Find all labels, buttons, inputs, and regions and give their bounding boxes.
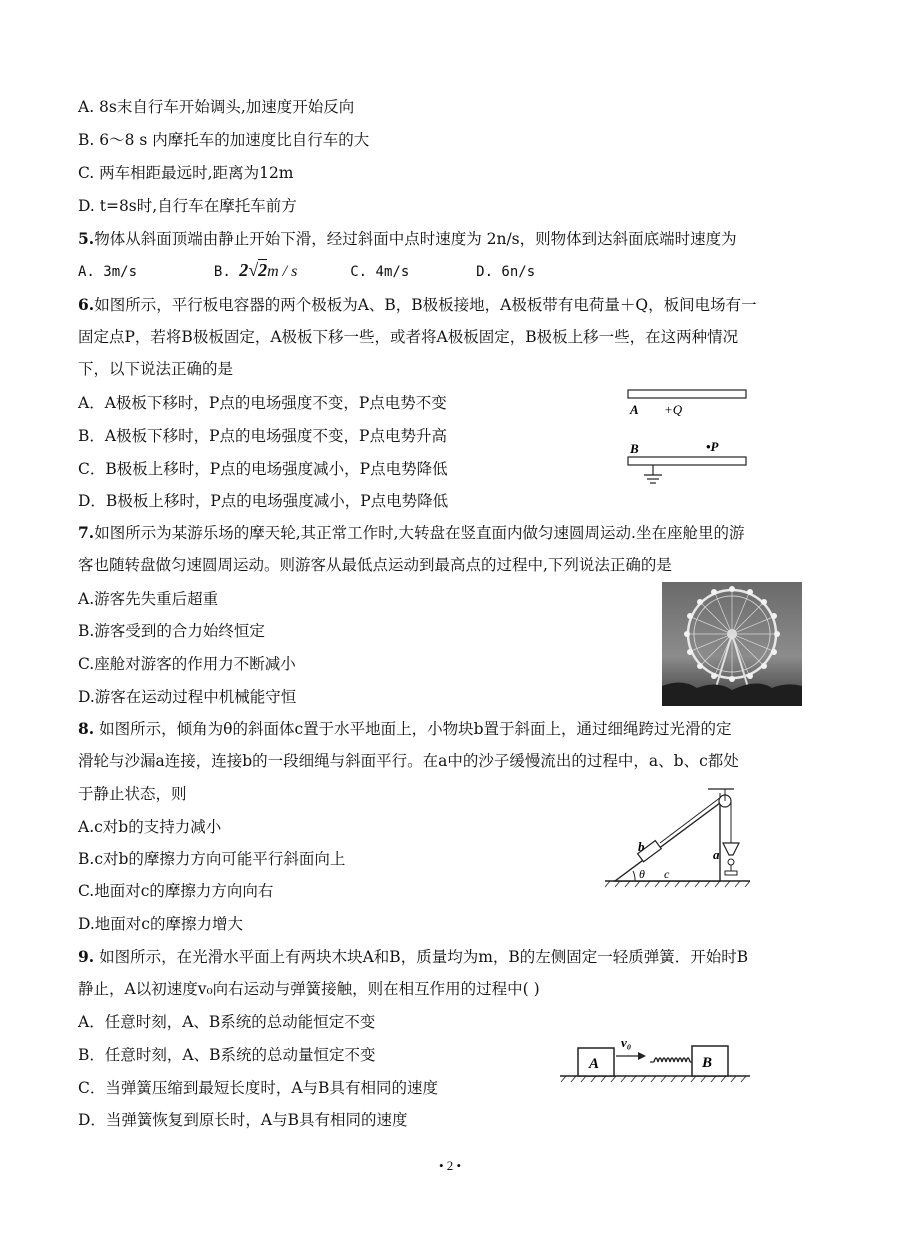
q7-option-d: D.游客在运动过程中机械能守恒 [78, 688, 297, 706]
q7-option-c: C.座舱对游客的作用力不断减小 [78, 655, 296, 673]
block-label-b: B [702, 1055, 713, 1071]
q8-option-a: A.c对b的支持力减小 [78, 818, 222, 836]
q9-option-d: D．当弹簧恢复到原长时，A与B具有相同的速度 [78, 1111, 408, 1129]
q5-options [78, 259, 535, 283]
q9-option-a: A．任意时刻，A、B系统的总动能恒定不变 [78, 1013, 376, 1031]
q7-option-b: B.游客受到的合力始终恒定 [78, 622, 265, 640]
q4-option-b: B. 6～8 s 内摩托车的加速度比自行车的大 [78, 131, 370, 149]
q7-stem-line-2: 客也随转盘做匀速圆周运动。则游客从最低点运动到最高点的过程中,下列说法正确的是 [78, 556, 672, 574]
ferris-wheel-image [662, 582, 802, 706]
q6-option-b: B．A极板下移时，P点的电场强度不变，P点电势升高 [78, 427, 447, 445]
incline-label-a: a [713, 847, 720, 862]
q5-stem-text: 物体从斜面顶端由静止开始下滑，经过斜面中点时速度为 2n/s，则物体到达斜面底端时速度为 [94, 230, 737, 248]
q5-option-b: B. 2√2m / s [213, 260, 298, 280]
q4-option-a: A. 8s末自行车开始调头,加速度开始反向 [78, 98, 355, 116]
q8-option-c: C.地面对c的摩擦力方向向右 [78, 882, 274, 900]
q5-option-b-coefficient: 2 [239, 260, 249, 280]
incline-pulley-figure [600, 783, 760, 893]
q5-option-a: A. 3m/s [78, 264, 138, 280]
page-number: • 2 • [438, 1158, 462, 1173]
q5-number: 5. [78, 229, 95, 248]
incline-label-theta: θ [639, 867, 645, 881]
block-label-a: A [589, 1056, 600, 1072]
q9-stem-line-1: 9. 如图所示，在光滑水平面上有两块木块A和B，质量均为m，B的左侧固定一轻质弹簧．开始时B [78, 947, 749, 966]
capacitor-label-p: •P [706, 439, 719, 454]
q8-option-b: B.c对b的摩擦力方向可能平行斜面向上 [78, 850, 346, 868]
q8-number: 8. [78, 719, 95, 738]
q6-stem-line-1: 6.如图所示，平行板电容器的两个极板为A、B，B极板接地，A极板带有电荷量＋Q，板间电场有一 [78, 295, 757, 314]
q5-option-b-unit: m / s [267, 263, 298, 280]
q8-option-d: D.地面对c的摩擦力增大 [78, 915, 243, 933]
q6-stem-line-2: 固定点P，若将B极板固定，A极板下移一些，或者将A极板固定，B极板上移一些，在这两种情况 [78, 328, 739, 346]
capacitor-label-q: +Q [664, 402, 683, 417]
q5-option-b-radicand: 2 [258, 260, 268, 280]
spring-blocks-figure [558, 1032, 753, 1084]
incline-label-c: c [664, 867, 670, 881]
q7-number: 7. [78, 523, 95, 542]
q6-stem-line-3: 下，以下说法正确的是 [78, 360, 234, 378]
q9-option-b: B．任意时刻，A、B系统的总动量恒定不变 [78, 1046, 376, 1064]
q7-stem-line-1: 7.如图所示为某游乐场的摩天轮,其正常工作时,大转盘在竖直面内做匀速圆周运动.坐在座舱里的游 [78, 523, 745, 542]
q8-stem-line-2: 滑轮与沙漏a连接，连接b的一段细绳与斜面平行。在a中的沙子缓慢流出的过程中，a、b、c都处 [78, 752, 739, 770]
velocity-label-v0: v₀ [621, 1035, 632, 1050]
q4-option-d: D. t=8s时,自行车在摩托车前方 [78, 197, 297, 215]
q9-number: 9. [78, 947, 95, 966]
q9-stem-line-2: 静止，A以初速度v₀向右运动与弹簧接触，则在相互作用的过程中( ) [78, 980, 540, 998]
q9-option-c: C．当弹簧压缩到最短长度时，A与B具有相同的速度 [78, 1079, 438, 1097]
q6-option-a: A．A极板下移时，P点的电场强度不变，P点电势不变 [78, 394, 447, 412]
capacitor-label-a: A [630, 402, 639, 417]
incline-label-b: b [638, 839, 645, 854]
q5-option-d: D. 6n/s [476, 264, 536, 280]
sqrt-icon: √ [248, 260, 259, 280]
q8-stem-line-1: 8. 如图所示，倾角为θ的斜面体c置于水平地面上，小物块b置于斜面上，通过细绳跨过光滑的定 [78, 719, 732, 738]
q6-option-c: C．B极板上移时，P点的电场强度减小，P点电势降低 [78, 460, 448, 478]
q4-option-c: C. 两车相距最远时,距离为12m [78, 164, 294, 182]
q8-stem-line-3: 于静止状态，则 [78, 785, 187, 803]
capacitor-figure [620, 385, 760, 490]
ferris-wheel-photo [662, 582, 802, 706]
q5-stem [78, 228, 737, 250]
q5-option-c: C. 4m/s [350, 264, 410, 280]
q6-number: 6. [78, 295, 95, 314]
q6-option-d: D．B极板上移时，P点的电场强度减小，P点电势降低 [78, 492, 449, 510]
q7-option-a: A.游客先失重后超重 [78, 590, 219, 608]
spring [654, 1058, 690, 1062]
capacitor-label-b: B [630, 441, 639, 456]
